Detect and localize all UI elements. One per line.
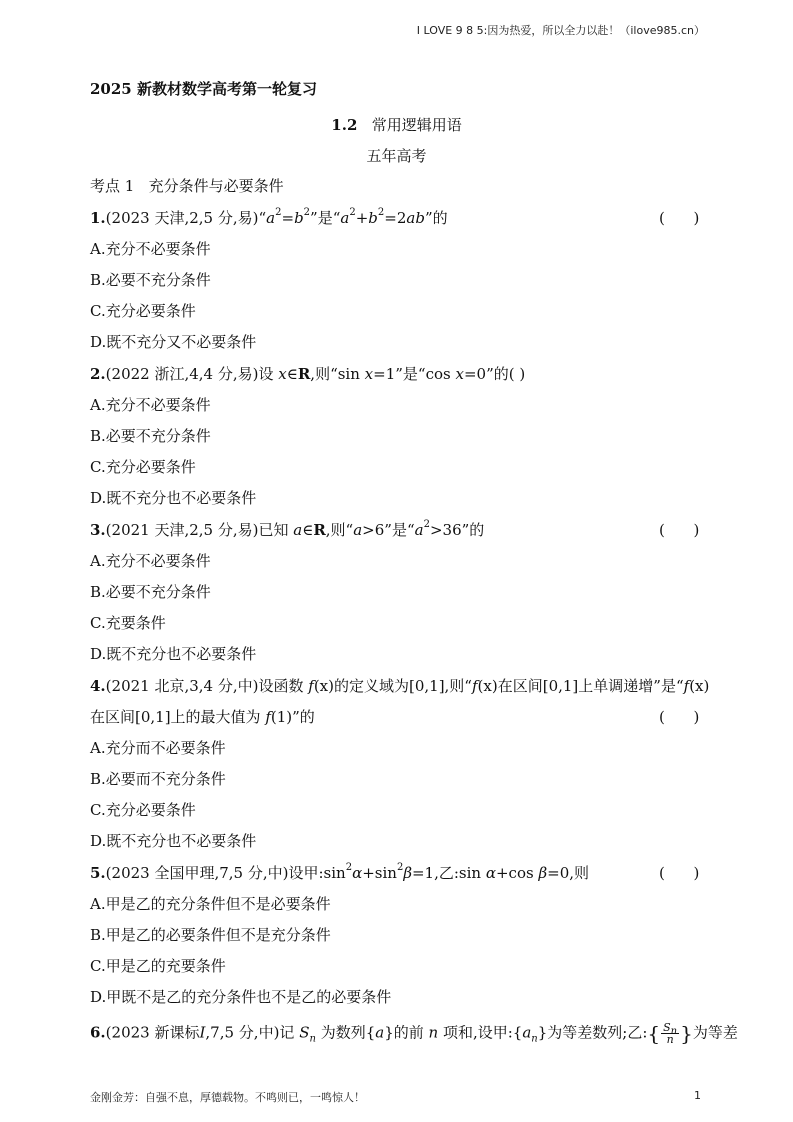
sn-over-n-fraction: $\frac{S_n}{n}$ <box>663 1021 678 1046</box>
question-1-option-c: C.充分必要条件 <box>90 302 196 320</box>
topic-label: 考点 1 <box>90 177 135 195</box>
question-5-stem: 5.(2023 全国甲理,7,5 分,中)设甲$:\sin^2\alpha+\sin^2\beta=1$,乙:sin α+cos β=0,则 <box>90 862 590 882</box>
question-3-option-c: C.充要条件 <box>90 614 166 632</box>
page-header: I LOVE 9 8 5:因为热爱，所以全力以赴！（ilove985.cn） <box>416 24 705 37</box>
question-2-option-d: D.既不充分也不必要条件 <box>90 489 257 507</box>
question-3-stem: 3.(2021 天津,2,5 分,易)已知 a∈R,则“a>6”是“$a^2>36$”的 <box>90 519 485 539</box>
question-1-answer-blank: ( ) <box>659 209 700 227</box>
question-3-answer-blank: ( ) <box>659 521 700 539</box>
question-4-stem-line-1: 4.(2021 北京,3,4 分,中)设函数 f(x)的定义域为[0,1],则“f(x)在区间[0,1]上单调递增”是“f(x) <box>90 677 710 695</box>
question-1-option-b: B.必要不充分条件 <box>90 271 211 289</box>
section-heading <box>0 116 793 134</box>
question-3-option-a: A.充分不必要条件 <box>90 552 211 570</box>
question-2-option-c: C.充分必要条件 <box>90 458 196 476</box>
question-5-option-c: C.甲是乙的充要条件 <box>90 957 226 975</box>
topic-heading <box>90 177 284 195</box>
question-4-stem-line-2: 在区间[0,1]上的最大值为 f(1)”的 <box>90 708 315 726</box>
page-number: 1 <box>694 1089 701 1102</box>
section-number: 1.2 <box>331 116 358 134</box>
question-4-option-b: B.必要而不充分条件 <box>90 770 226 788</box>
question-5-option-a: A.甲是乙的充分条件但不是必要条件 <box>90 895 331 913</box>
question-4-option-c: C.充分必要条件 <box>90 801 196 819</box>
question-6-stem: 6.(2023 新课标I,7,5 分,中)记 $S_n$ 为数列{a}的前 n 项和,设甲$:\{a_n\}$为等差数列;乙:{ $\frac{S_n}{n}$ }为等差 <box>90 1021 738 1046</box>
question-4-option-a: A.充分而不必要条件 <box>90 739 226 757</box>
question-2-stem: 2.(2022 浙江,4,4 分,易)设 x∈R,则“sin x=1”是“cos x=0”的( ) <box>90 365 526 383</box>
question-2-option-a: A.充分不必要条件 <box>90 396 211 414</box>
question-1-option-a: A.充分不必要条件 <box>90 240 211 258</box>
document-title: 2025 新教材数学高考第一轮复习 <box>90 80 317 98</box>
question-5-option-d: D.甲既不是乙的充分条件也不是乙的必要条件 <box>90 988 392 1006</box>
question-1-option-d: D.既不充分又不必要条件 <box>90 333 257 351</box>
question-4-option-d: D.既不充分也不必要条件 <box>90 832 257 850</box>
question-4-answer-blank: ( ) <box>659 708 700 726</box>
question-3-option-d: D.既不充分也不必要条件 <box>90 645 257 663</box>
section-title: 常用逻辑用语 <box>371 116 462 134</box>
question-5-option-b: B.甲是乙的必要条件但不是充分条件 <box>90 926 331 944</box>
question-3-option-b: B.必要不充分条件 <box>90 583 211 601</box>
question-5-answer-blank: ( ) <box>659 864 700 882</box>
question-1-stem: 1.(2023 天津,2,5 分,易)“$a^2=b^2$”是“$a^2+b^2=2ab$”的 <box>90 207 448 227</box>
subtitle: 五年高考 <box>366 147 427 165</box>
topic-title: 充分条件与必要条件 <box>148 177 284 195</box>
question-2-option-b: B.必要不充分条件 <box>90 427 211 445</box>
footer-motto: 金刚金芳：自强不息，厚德载物。不鸣则已，一鸣惊人！ <box>90 1091 365 1104</box>
